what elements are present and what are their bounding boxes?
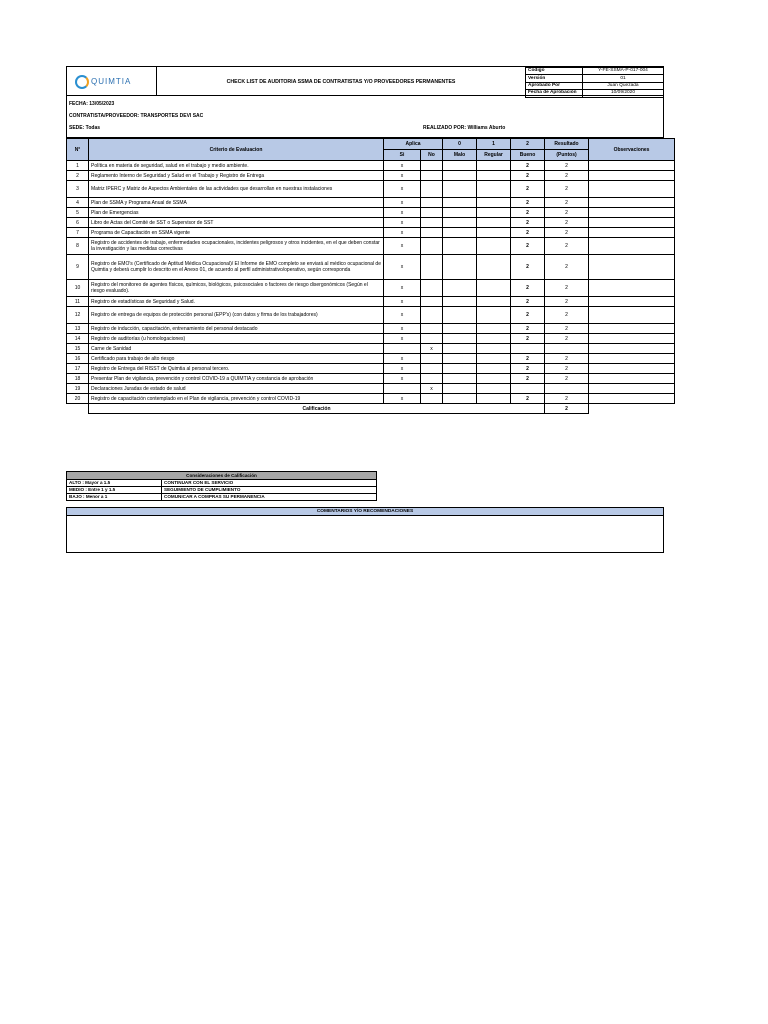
row-resultado: 2: [545, 208, 589, 218]
row-criterio: Programa de Capacitación en SSMA vigente: [89, 228, 384, 238]
row-resultado: 2: [545, 228, 589, 238]
row-resultado: 2: [545, 238, 589, 255]
row-bueno[interactable]: 2: [511, 297, 545, 307]
comments-title: COMENTARIOS Y/O RECOMENDACIONES: [67, 508, 663, 516]
row-aplica-no[interactable]: [421, 218, 443, 228]
row-resultado: 2: [545, 374, 589, 384]
row-criterio: Política en materia de seguridad, salud en el trabajo y medio ambiente.: [89, 161, 384, 171]
row-number: 5: [67, 208, 89, 218]
row-observaciones[interactable]: [589, 208, 675, 218]
row-regular[interactable]: [477, 344, 511, 354]
row-bueno[interactable]: 2: [511, 198, 545, 208]
row-bueno[interactable]: [511, 344, 545, 354]
meta-row: [526, 82, 664, 89]
row-aplica-si[interactable]: x: [384, 218, 421, 228]
document-title: CHECK LIST DE AUDITORIA SSMA DE CONTRATISTAS Y/O PROVEEDORES PERMANENTES: [226, 78, 456, 85]
row-observaciones[interactable]: [589, 181, 675, 198]
row-malo[interactable]: [443, 198, 477, 208]
row-criterio: Registro de accidentes de trabajo, enfermedades ocupacionales, incidentes peligrosos y otros incidentes, en el que deben constar la investigación y las medidas correctivas: [89, 238, 384, 255]
table-row: [67, 171, 675, 181]
meta-key: Versión: [526, 75, 583, 82]
table-row: [67, 208, 675, 218]
row-bueno[interactable]: 2: [511, 334, 545, 344]
row-bueno[interactable]: 2: [511, 208, 545, 218]
row-bueno[interactable]: 2: [511, 374, 545, 384]
row-regular[interactable]: [477, 208, 511, 218]
row-observaciones[interactable]: [589, 238, 675, 255]
row-criterio: Libro de Actas del Comité de SST o Supervisor de SST: [89, 218, 384, 228]
legend-title: Consideraciones de Calificación: [67, 472, 377, 480]
row-aplica-no[interactable]: [421, 208, 443, 218]
sede-label: SEDE: Todas: [69, 125, 101, 131]
table-row: [67, 324, 675, 334]
row-number: 18: [67, 374, 89, 384]
row-observaciones[interactable]: [589, 171, 675, 181]
row-observaciones[interactable]: [589, 394, 675, 404]
row-bueno[interactable]: 2: [511, 354, 545, 364]
row-regular[interactable]: [477, 374, 511, 384]
row-aplica-si[interactable]: x: [384, 297, 421, 307]
row-observaciones[interactable]: [589, 255, 675, 280]
row-resultado: [545, 384, 589, 394]
row-aplica-si[interactable]: x: [384, 354, 421, 364]
row-number: 10: [67, 280, 89, 297]
row-observaciones[interactable]: [589, 297, 675, 307]
row-observaciones[interactable]: [589, 218, 675, 228]
row-resultado: 2: [545, 255, 589, 280]
row-aplica-no[interactable]: [421, 374, 443, 384]
row-criterio: Presentar Plan de vigilancia, prevención y control COVID-19 a QUIMTIA y constancia de aprobación: [89, 374, 384, 384]
row-criterio: Plan de Emergencias: [89, 208, 384, 218]
row-observaciones[interactable]: [589, 198, 675, 208]
logo-text: QUIMTIA: [91, 77, 132, 86]
row-regular[interactable]: [477, 218, 511, 228]
row-malo[interactable]: [443, 208, 477, 218]
col-malo-header: Malo: [443, 150, 477, 161]
row-bueno[interactable]: 2: [511, 228, 545, 238]
col-criterio-header: Criterio de Evaluacion: [89, 139, 384, 161]
row-bueno[interactable]: 2: [511, 218, 545, 228]
col-si-header: Si: [384, 150, 421, 161]
legend-level: ALTO : Mayor a 1.5: [67, 480, 162, 487]
row-regular[interactable]: [477, 297, 511, 307]
row-regular[interactable]: [477, 161, 511, 171]
evaluation-table: [66, 138, 675, 414]
table-row: [67, 297, 675, 307]
row-aplica-no[interactable]: [421, 238, 443, 255]
row-resultado: 2: [545, 354, 589, 364]
row-number: 15: [67, 344, 89, 354]
row-aplica-no[interactable]: [421, 394, 443, 404]
row-malo[interactable]: [443, 354, 477, 364]
row-aplica-no[interactable]: [421, 280, 443, 297]
row-regular[interactable]: [477, 181, 511, 198]
row-malo[interactable]: [443, 374, 477, 384]
row-bueno[interactable]: 2: [511, 364, 545, 374]
row-regular[interactable]: [477, 324, 511, 334]
row-number: 2: [67, 171, 89, 181]
row-aplica-no[interactable]: [421, 161, 443, 171]
row-observaciones[interactable]: [589, 334, 675, 344]
table-row: [67, 364, 675, 374]
row-number: 8: [67, 238, 89, 255]
row-number: 20: [67, 394, 89, 404]
row-malo[interactable]: [443, 280, 477, 297]
table-row: [67, 344, 675, 354]
col-observaciones-header: Observaciones: [589, 139, 675, 161]
row-observaciones[interactable]: [589, 364, 675, 374]
meta-key: Fecha de Aprobación: [526, 90, 583, 97]
meta-value: 01: [583, 75, 664, 82]
row-criterio: Registro de Entrega del RISST de Quimtia al personal tercero.: [89, 364, 384, 374]
row-aplica-no[interactable]: [421, 198, 443, 208]
row-number: 12: [67, 307, 89, 324]
row-number: 19: [67, 384, 89, 394]
col-aplica-header: Aplica: [384, 139, 443, 150]
row-resultado: 2: [545, 181, 589, 198]
row-malo[interactable]: [443, 238, 477, 255]
row-regular[interactable]: [477, 307, 511, 324]
row-aplica-no[interactable]: [421, 307, 443, 324]
realizado-label: REALIZADO POR: Williams Aburto: [423, 125, 506, 131]
row-observaciones[interactable]: [589, 280, 675, 297]
row-criterio: Registro del monitoreo de agentes físicos, químicos, biológicos, psicosociales o factores de riesgo disergonómicos (Según el riesgo evaluado).: [89, 280, 384, 297]
sheet-header: [66, 66, 664, 96]
row-aplica-no[interactable]: [421, 297, 443, 307]
table-row: [67, 228, 675, 238]
row-criterio: Registro de entrega de equipos de protección personal (EPP's) (con datos y firma de los trabajadores): [89, 307, 384, 324]
comments-text[interactable]: [67, 516, 663, 520]
table-row: [67, 394, 675, 404]
row-bueno[interactable]: [511, 384, 545, 394]
row-number: 9: [67, 255, 89, 280]
row-malo[interactable]: [443, 161, 477, 171]
row-number: 1: [67, 161, 89, 171]
row-resultado: 2: [545, 364, 589, 374]
row-observaciones[interactable]: [589, 374, 675, 384]
meta-key: Aprobado Por: [526, 82, 583, 89]
table-row: [67, 181, 675, 198]
quimtia-logo: [67, 67, 157, 96]
legend-level: MEDIO : Entre 1 y 1.5: [67, 487, 162, 494]
row-malo[interactable]: [443, 334, 477, 344]
row-malo[interactable]: [443, 394, 477, 404]
row-malo[interactable]: [443, 324, 477, 334]
col-score-2-header: 2: [511, 139, 545, 150]
row-observaciones[interactable]: [589, 354, 675, 364]
row-resultado: 2: [545, 280, 589, 297]
legend-action: COMUNICAR A COMPRAS SU PERMANENCIA: [162, 494, 377, 501]
row-criterio: Declaraciones Juradas de estado de salud: [89, 384, 384, 394]
row-malo[interactable]: [443, 344, 477, 354]
row-malo[interactable]: [443, 218, 477, 228]
row-resultado: 2: [545, 297, 589, 307]
document-meta-table: [525, 67, 664, 98]
row-observaciones[interactable]: [589, 161, 675, 171]
row-aplica-si[interactable]: x: [384, 161, 421, 171]
row-malo[interactable]: [443, 384, 477, 394]
row-aplica-si[interactable]: x: [384, 334, 421, 344]
row-resultado: 2: [545, 198, 589, 208]
table-row: [67, 161, 675, 171]
audit-sheet: [66, 66, 664, 414]
row-regular[interactable]: [477, 255, 511, 280]
row-resultado: 2: [545, 161, 589, 171]
row-aplica-si[interactable]: x: [384, 208, 421, 218]
row-aplica-no[interactable]: x: [421, 344, 443, 354]
col-score-0-header: 0: [443, 139, 477, 150]
row-aplica-no[interactable]: x: [421, 384, 443, 394]
row-aplica-no[interactable]: [421, 228, 443, 238]
row-aplica-no[interactable]: [421, 354, 443, 364]
row-resultado: 2: [545, 324, 589, 334]
row-malo[interactable]: [443, 181, 477, 198]
row-criterio: Plan de SSMA y Programa Anual de SSMA: [89, 198, 384, 208]
legend-row: [67, 494, 377, 501]
row-aplica-si[interactable]: x: [384, 364, 421, 374]
row-aplica-no[interactable]: [421, 255, 443, 280]
row-regular[interactable]: [477, 364, 511, 374]
table-row: [67, 238, 675, 255]
meta-value: Juan Quezada: [583, 82, 664, 89]
row-malo[interactable]: [443, 255, 477, 280]
row-aplica-si[interactable]: x: [384, 280, 421, 297]
row-aplica-si[interactable]: [384, 344, 421, 354]
row-bueno[interactable]: 2: [511, 324, 545, 334]
row-aplica-si[interactable]: x: [384, 171, 421, 181]
row-resultado: 2: [545, 394, 589, 404]
row-criterio: Reglamento Interno de Seguridad y Salud en el Trabajo y Registro de Entrega: [89, 171, 384, 181]
row-observaciones[interactable]: [589, 228, 675, 238]
row-bueno[interactable]: 2: [511, 280, 545, 297]
row-criterio: Certificado para trabajo de alto riesgo: [89, 354, 384, 364]
row-bueno[interactable]: 2: [511, 238, 545, 255]
row-aplica-si[interactable]: x: [384, 307, 421, 324]
table-row: [67, 334, 675, 344]
table-row: [67, 384, 675, 394]
meta-value: Y-FE-SSMA-P-017-004: [583, 68, 664, 75]
row-criterio: Registro de capacitación contemplado en el Plan de vigilancia, prevención y control COVID-19: [89, 394, 384, 404]
row-aplica-no[interactable]: [421, 364, 443, 374]
meta-value: 10/09/2020: [583, 90, 664, 97]
table-row: [67, 255, 675, 280]
info-block: [66, 96, 664, 138]
table-row: [67, 374, 675, 384]
quimtia-logo-icon: [75, 75, 89, 89]
row-aplica-si[interactable]: x: [384, 374, 421, 384]
row-resultado: 2: [545, 307, 589, 324]
row-number: 4: [67, 198, 89, 208]
table-row: [67, 198, 675, 208]
row-number: 17: [67, 364, 89, 374]
table-row: [67, 307, 675, 324]
row-regular[interactable]: [477, 394, 511, 404]
row-resultado: [545, 344, 589, 354]
row-regular[interactable]: [477, 171, 511, 181]
row-resultado: 2: [545, 334, 589, 344]
row-aplica-si[interactable]: x: [384, 198, 421, 208]
legend-row: [67, 480, 377, 487]
row-criterio: Matriz IPERC y Matriz de Aspectos Ambientales de las actividades que desarrollan en nuestras instalaciones: [89, 181, 384, 198]
row-observaciones[interactable]: [589, 384, 675, 394]
row-aplica-si[interactable]: x: [384, 228, 421, 238]
row-regular[interactable]: [477, 198, 511, 208]
row-regular[interactable]: [477, 238, 511, 255]
row-bueno[interactable]: 2: [511, 394, 545, 404]
contratista-label: CONTRATISTA/PROVEEDOR: TRANSPORTES DEVI SAC: [69, 113, 204, 119]
calificacion-legend: [66, 471, 377, 501]
row-regular[interactable]: [477, 280, 511, 297]
row-regular[interactable]: [477, 354, 511, 364]
row-malo[interactable]: [443, 297, 477, 307]
col-resultado-header: Resultado: [545, 139, 589, 150]
row-regular[interactable]: [477, 384, 511, 394]
legend-action: SEGUIMIENTO DE CUMPLIMIENTO: [162, 487, 377, 494]
legend-level: BAJO : Menor a 1: [67, 494, 162, 501]
row-criterio: Registro de inducción, capacitación, entrenamiento del personal destacado: [89, 324, 384, 334]
fecha-label: FECHA: 13/05/2023: [69, 101, 115, 107]
row-aplica-si[interactable]: x: [384, 181, 421, 198]
row-malo[interactable]: [443, 307, 477, 324]
row-aplica-no[interactable]: [421, 181, 443, 198]
row-observaciones[interactable]: [589, 307, 675, 324]
col-no-header: No: [421, 150, 443, 161]
row-criterio: Registro de auditorías (u homologaciones): [89, 334, 384, 344]
table-row: [67, 280, 675, 297]
row-number: 16: [67, 354, 89, 364]
row-number: 3: [67, 181, 89, 198]
row-bueno[interactable]: 2: [511, 161, 545, 171]
row-bueno[interactable]: 2: [511, 255, 545, 280]
row-criterio: Carne de Sanidad: [89, 344, 384, 354]
table-row: [67, 354, 675, 364]
row-bueno[interactable]: 2: [511, 181, 545, 198]
col-regular-header: Regular: [477, 150, 511, 161]
row-aplica-no[interactable]: [421, 324, 443, 334]
row-regular[interactable]: [477, 228, 511, 238]
row-number: 13: [67, 324, 89, 334]
comments-box[interactable]: [66, 507, 664, 553]
row-aplica-si[interactable]: x: [384, 394, 421, 404]
meta-key: Codigo: [526, 68, 583, 75]
col-n-header: N°: [67, 139, 89, 161]
row-resultado: 2: [545, 171, 589, 181]
row-aplica-no[interactable]: [421, 334, 443, 344]
col-score-1-header: 1: [477, 139, 511, 150]
row-observaciones[interactable]: [589, 344, 675, 354]
legend-action: CONTINUAR CON EL SERVICIO: [162, 480, 377, 487]
row-number: 14: [67, 334, 89, 344]
row-number: 11: [67, 297, 89, 307]
col-puntos-header: (Puntos): [545, 150, 589, 161]
row-number: 6: [67, 218, 89, 228]
calificacion-label: Calificación: [89, 404, 545, 414]
row-aplica-si[interactable]: x: [384, 255, 421, 280]
row-malo[interactable]: [443, 228, 477, 238]
row-number: 7: [67, 228, 89, 238]
row-criterio: Registro de EMO's (Certificado de Aptitud Médica Ocupacional)/ El Informe de EMO completo se enviará al médico ocupacional de Quimtia y deberá cumplir lo descrito en el Anexo 01, de acuerdo al perfil administrativo/operativo, según corresponda: [89, 255, 384, 280]
row-malo[interactable]: [443, 364, 477, 374]
legend-row: [67, 487, 377, 494]
col-bueno-header: Bueno: [511, 150, 545, 161]
row-observaciones[interactable]: [589, 324, 675, 334]
row-bueno[interactable]: 2: [511, 171, 545, 181]
row-resultado: 2: [545, 218, 589, 228]
meta-row: [526, 75, 664, 82]
row-aplica-si[interactable]: [384, 384, 421, 394]
meta-row: [526, 68, 664, 75]
row-bueno[interactable]: 2: [511, 307, 545, 324]
table-row: [67, 218, 675, 228]
calificacion-value: 2: [545, 404, 589, 414]
row-regular[interactable]: [477, 334, 511, 344]
row-aplica-si[interactable]: x: [384, 238, 421, 255]
row-malo[interactable]: [443, 171, 477, 181]
row-aplica-no[interactable]: [421, 171, 443, 181]
row-aplica-si[interactable]: x: [384, 324, 421, 334]
row-criterio: Registro de estadísticas de Seguridad y Salud.: [89, 297, 384, 307]
